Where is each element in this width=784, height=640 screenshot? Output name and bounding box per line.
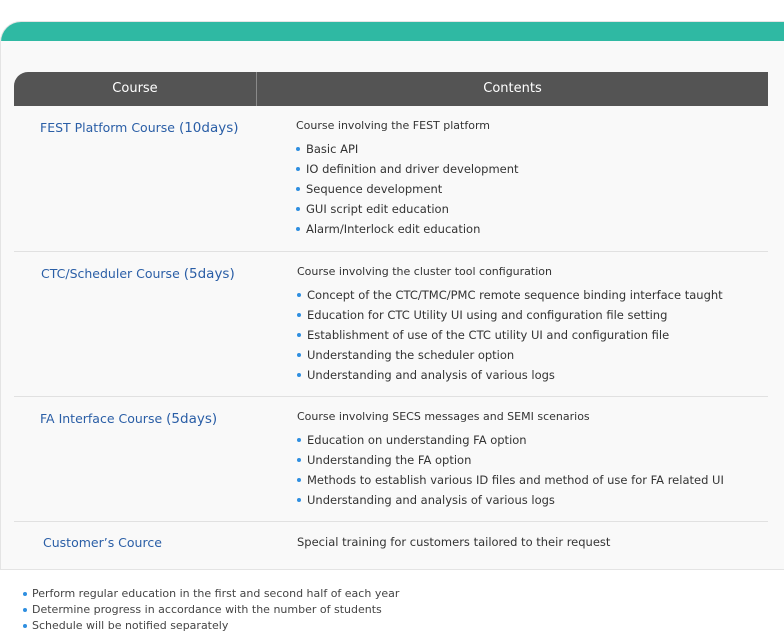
course-intro: Course involving the FEST platform: [296, 119, 491, 132]
course-duration: (5days): [183, 266, 235, 282]
course-item-list: [297, 285, 723, 385]
row-divider: [14, 396, 768, 397]
list-item: Alarm/Interlock edit education: [296, 219, 519, 239]
course-contents: [296, 119, 519, 239]
course-name: Customer’s Cource: [43, 535, 162, 550]
course-item-list: [296, 139, 519, 239]
list-item: Education on understanding FA option: [297, 430, 724, 450]
course-item-list: [297, 430, 724, 510]
column-header-course: Course: [112, 81, 158, 96]
course-title: [41, 266, 235, 282]
table-row-fa-interface: [14, 410, 768, 510]
table-row-customer: [14, 534, 768, 554]
column-header-contents: Contents: [483, 81, 542, 96]
row-divider: [14, 251, 768, 252]
list-item: Sequence development: [296, 179, 519, 199]
course-name: FA Interface Course: [40, 411, 163, 426]
course-intro: Course involving SECS messages and SEMI scenarios: [297, 410, 590, 423]
list-item: GUI script edit education: [296, 199, 519, 219]
course-duration: (5days): [166, 411, 218, 427]
list-item: Methods to establish various ID files and method of use for FA related UI: [297, 470, 724, 490]
course-duration: (10days): [178, 120, 239, 136]
list-item: Basic API: [296, 139, 519, 159]
course-name: FEST Platform Course: [40, 120, 175, 135]
course-title: [43, 535, 162, 550]
list-item: Understanding and analysis of various logs: [297, 365, 723, 385]
table-row-ctc-scheduler: [14, 265, 768, 385]
list-item: IO definition and driver development: [296, 159, 519, 179]
course-contents: [297, 535, 610, 549]
footnote: Determine progress in accordance with the number of students: [22, 602, 399, 618]
footnote: Schedule will be notified separately: [22, 618, 399, 634]
course-contents: [297, 265, 723, 385]
list-item: Understanding the FA option: [297, 450, 724, 470]
list-item: Education for CTC Utility UI using and configuration file setting: [297, 305, 723, 325]
row-divider: [14, 521, 768, 522]
list-item: Understanding and analysis of various logs: [297, 490, 724, 510]
footnote: Perform regular education in the first and second half of each year: [22, 586, 399, 602]
course-intro: Course involving the cluster tool configuration: [297, 265, 552, 278]
course-name: CTC/Scheduler Course: [41, 266, 180, 281]
list-item: Establishment of use of the CTC utility UI and configuration file: [297, 325, 723, 345]
list-item: Understanding the scheduler option: [297, 345, 723, 365]
table-row-fest: [14, 119, 768, 239]
course-contents: [297, 410, 724, 510]
table-header: [14, 72, 768, 106]
list-item: Concept of the CTC/TMC/PMC remote sequence binding interface taught: [297, 285, 723, 305]
course-title: [40, 120, 239, 136]
course-description: Special training for customers tailored to their request: [297, 535, 611, 549]
course-title: [40, 411, 217, 427]
footnotes: [22, 586, 399, 634]
